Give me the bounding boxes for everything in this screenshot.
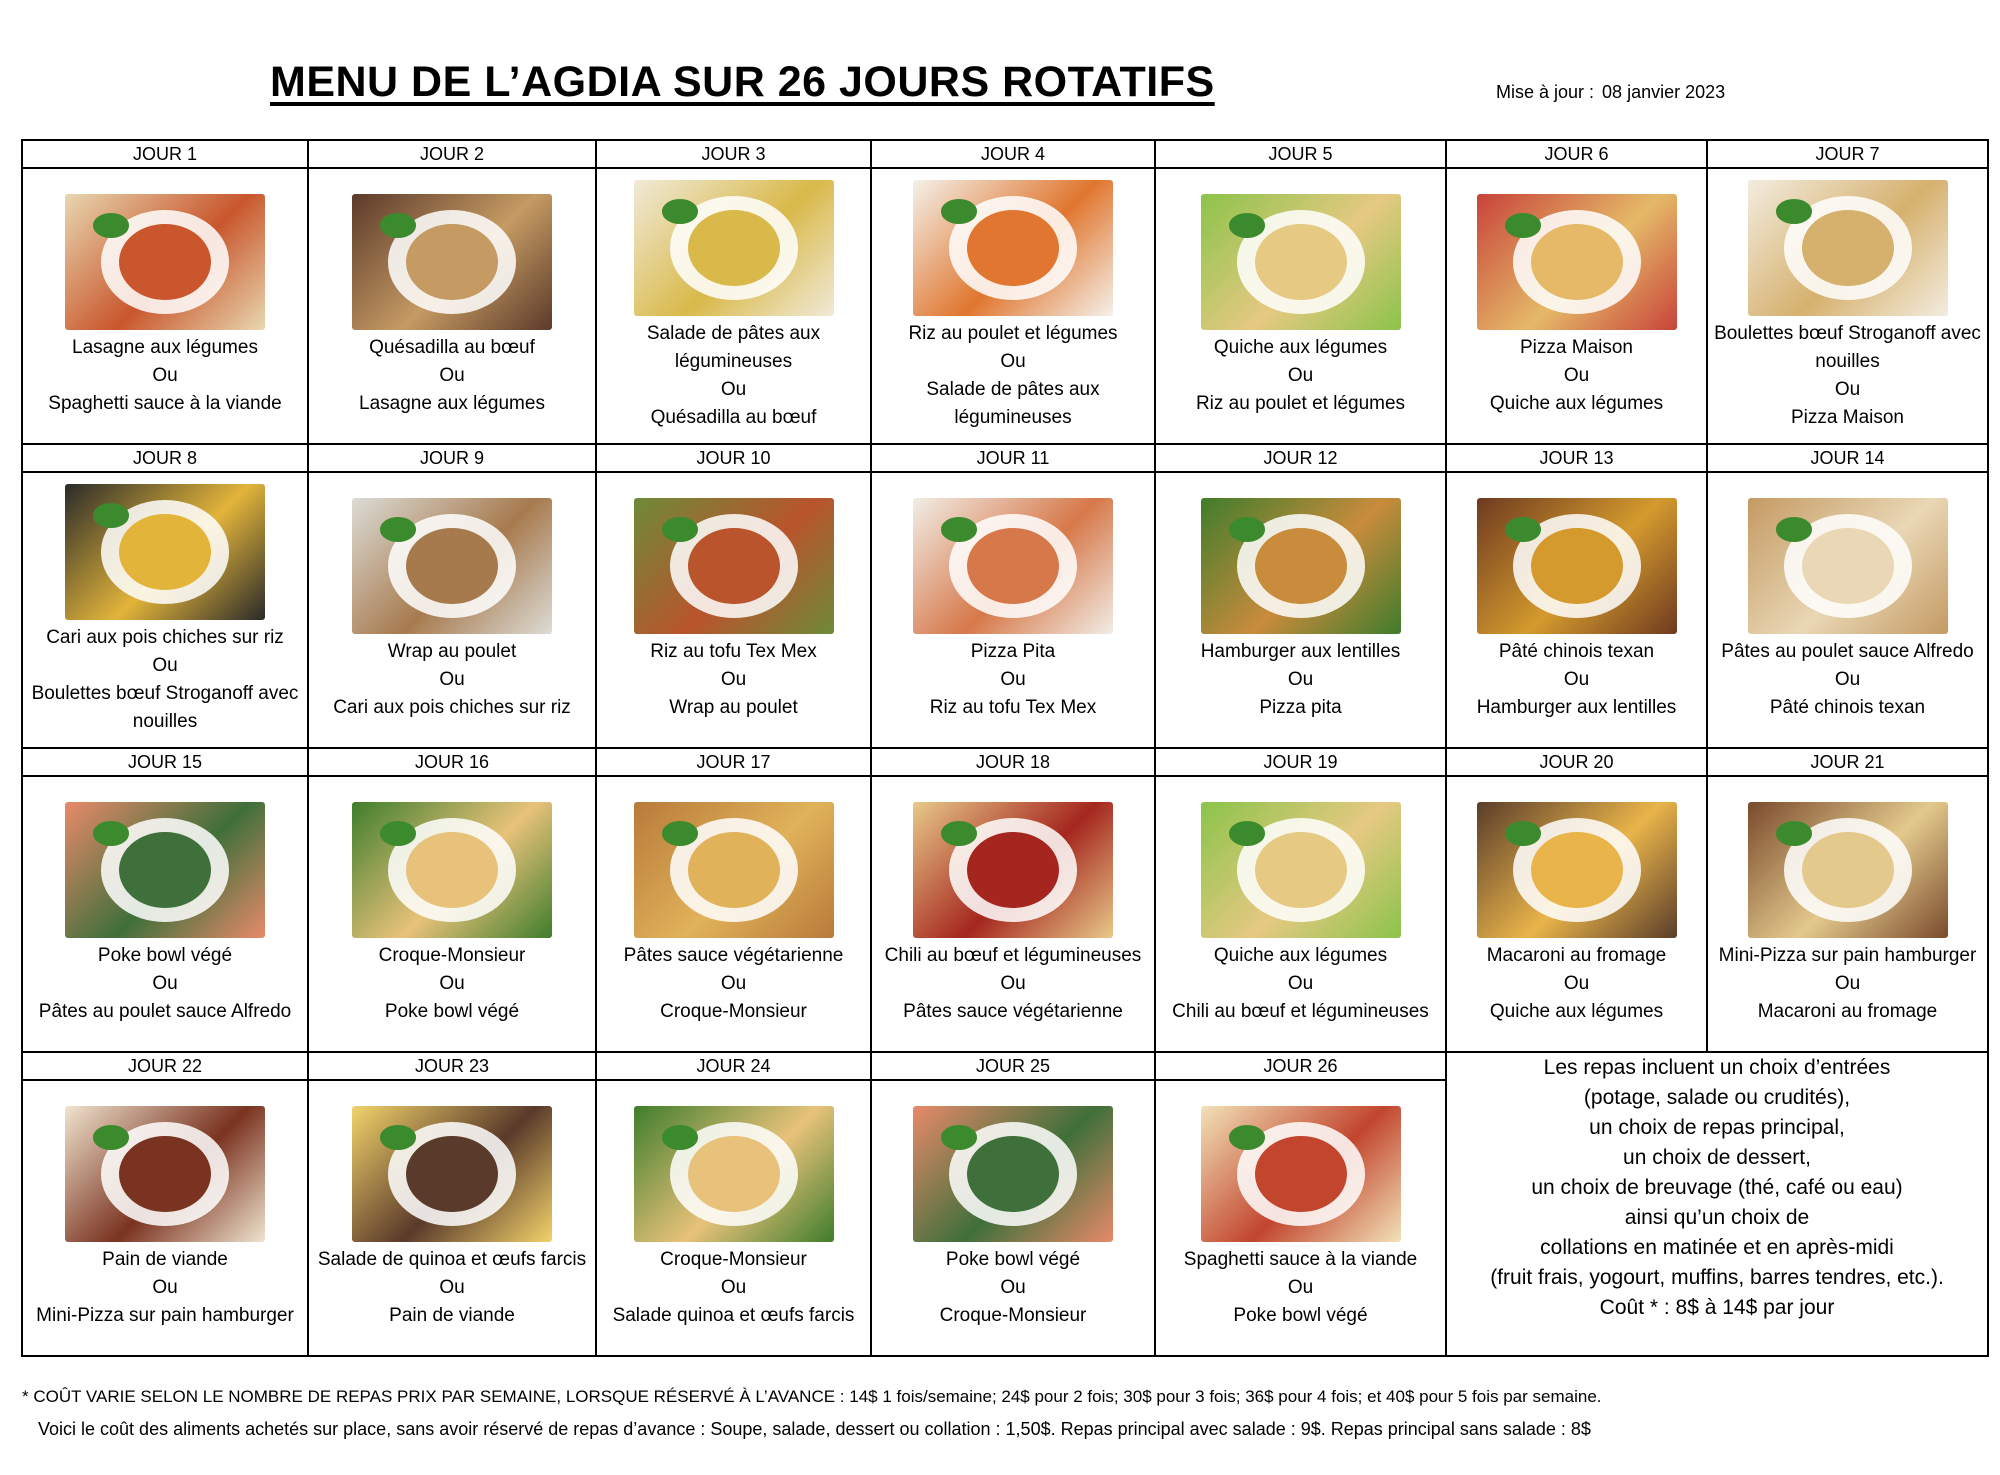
main-dish: Hamburger aux lentilles	[1200, 641, 1401, 662]
day-cell	[1155, 168, 1446, 444]
tofu-rice-photo	[634, 498, 834, 634]
day-cell	[1155, 1080, 1446, 1356]
alternate-dish: Lasagne aux légumes	[359, 393, 545, 414]
or-separator: Ou	[152, 655, 178, 676]
main-dish: Pain de viande	[102, 1249, 228, 1270]
day-label: JOUR 25	[871, 1052, 1155, 1080]
day-label: JOUR 8	[22, 444, 308, 472]
day-cell	[22, 776, 308, 1052]
day-label: JOUR 17	[596, 748, 871, 776]
day-cell	[871, 1080, 1155, 1356]
day-cell	[871, 168, 1155, 444]
or-separator: Ou	[720, 1277, 747, 1298]
info-line: un choix de dessert,	[1623, 1146, 1811, 1169]
footer-pricing-note: * COÛT VARIE SELON LE NOMBRE DE REPAS PRIX PAR SEMAINE, LORSQUE RÉSERVÉ À L’AVANCE : 14$ 1 fois/semaine; 24$ pour 2 fois; 30$ pour 3 fois; 36$ pour 4 fois; et 40$ pour 5 fois par semaine.	[22, 1387, 1602, 1406]
shepherds-pie-photo	[1477, 498, 1677, 634]
quiche-photo	[1201, 194, 1401, 330]
day-cell	[596, 472, 871, 748]
update-date	[1496, 82, 1725, 103]
alternate-dish: Chili au bœuf et légumineuses	[1172, 1001, 1429, 1022]
alternate-dish: Salade de pâtes aux légumineuses	[926, 379, 1100, 428]
or-separator: Ou	[1000, 973, 1026, 994]
alternate-dish: Macaroni au fromage	[1757, 1001, 1938, 1022]
day-cell	[596, 1080, 871, 1356]
day-cell	[871, 776, 1155, 1052]
lasagna-photo	[65, 194, 265, 330]
or-separator: Ou	[1834, 669, 1861, 690]
alternate-dish: Boulettes bœuf Stroganoff avec nouilles	[31, 683, 299, 732]
day-cell	[308, 168, 596, 444]
alternate-dish: Riz au tofu Tex Mex	[929, 697, 1097, 718]
day-content-row	[22, 776, 1988, 1052]
main-dish: Chili au bœuf et légumineuses	[884, 945, 1142, 966]
day-cell	[1155, 472, 1446, 748]
day-cell	[596, 168, 871, 444]
chili-photo	[913, 802, 1113, 938]
alternate-dish: Wrap au poulet	[669, 697, 798, 718]
or-separator: Ou	[1287, 1277, 1314, 1298]
mac-cheese-photo	[1477, 802, 1677, 938]
or-separator: Ou	[720, 669, 747, 690]
day-label: JOUR 21	[1707, 748, 1988, 776]
day-label: JOUR 18	[871, 748, 1155, 776]
or-separator: Ou	[1563, 973, 1590, 994]
or-separator: Ou	[1287, 669, 1314, 690]
main-dish: Riz au tofu Tex Mex	[650, 641, 817, 662]
chicken-rice-photo	[913, 180, 1113, 316]
or-separator: Ou	[1563, 365, 1590, 386]
day-label: JOUR 9	[308, 444, 596, 472]
day-header-row	[22, 1052, 1988, 1080]
alternate-dish: Cari aux pois chiches sur riz	[333, 697, 571, 718]
main-dish: Spaghetti sauce à la viande	[1183, 1249, 1418, 1270]
info-line: Les repas incluent un choix d’entrées	[1543, 1056, 1891, 1079]
day-cell	[871, 472, 1155, 748]
main-dish: Quiche aux légumes	[1213, 337, 1388, 358]
main-dish: Pâté chinois texan	[1498, 641, 1655, 662]
day-label: JOUR 6	[1446, 140, 1707, 168]
day-cell	[1707, 168, 1988, 444]
or-separator: Ou	[1000, 1277, 1026, 1298]
pasta-salad-photo	[634, 180, 834, 316]
main-dish: Boulettes bœuf Stroganoff avec nouilles	[1714, 323, 1981, 372]
mini-pizza-photo	[1748, 802, 1948, 938]
quiche-photo	[1201, 802, 1401, 938]
day-label: JOUR 15	[22, 748, 308, 776]
info-line: collations en matinée et en après-midi	[1540, 1236, 1894, 1259]
lentil-burger-photo	[1201, 498, 1401, 634]
alternate-dish: Pizza pita	[1259, 697, 1342, 718]
day-label: JOUR 4	[871, 140, 1155, 168]
day-cell	[22, 1080, 308, 1356]
alternate-dish: Pâté chinois texan	[1769, 697, 1926, 718]
alternate-dish: Poke bowl végé	[1233, 1305, 1368, 1326]
update-value: 08 janvier 2023	[1602, 82, 1726, 102]
day-label: JOUR 16	[308, 748, 596, 776]
day-label: JOUR 22	[22, 1052, 308, 1080]
alternate-dish: Quiche aux légumes	[1489, 1001, 1664, 1022]
day-header-row	[22, 444, 1988, 472]
or-separator: Ou	[1834, 379, 1861, 400]
alternate-dish: Poke bowl végé	[384, 1001, 520, 1022]
day-content-row	[22, 472, 1988, 748]
alternate-dish: Pain de viande	[389, 1305, 515, 1326]
day-label: JOUR 26	[1155, 1052, 1446, 1080]
poke-bowl-photo	[65, 802, 265, 938]
or-separator: Ou	[1834, 973, 1861, 994]
day-label: JOUR 12	[1155, 444, 1446, 472]
alternate-dish: Pizza Maison	[1791, 407, 1904, 428]
day-label: JOUR 11	[871, 444, 1155, 472]
day-label: JOUR 19	[1155, 748, 1446, 776]
main-dish: Pizza Maison	[1520, 337, 1633, 358]
day-label: JOUR 13	[1446, 444, 1707, 472]
or-separator: Ou	[439, 1277, 465, 1298]
update-label: Mise à jour :	[1496, 82, 1595, 102]
main-dish: Pizza Pita	[970, 641, 1056, 662]
footer-onsite-prices: Voici le coût des aliments achetés sur place, sans avoir réservé de repas d’avance : Soupe, salade, dessert ou collation : 1,50$. Repas principal avec salade : 9$. Repas principal sans salade : 8$	[38, 1419, 1591, 1439]
chicken-wrap-photo	[352, 498, 552, 634]
main-dish: Wrap au poulet	[387, 641, 517, 662]
main-dish: Riz au poulet et légumes	[908, 323, 1118, 344]
day-cell	[596, 776, 871, 1052]
alternate-dish: Croque-Monsieur	[939, 1305, 1087, 1326]
quinoa-salad-photo	[352, 1106, 552, 1242]
day-label: JOUR 20	[1446, 748, 1707, 776]
or-separator: Ou	[720, 379, 747, 400]
main-dish: Poke bowl végé	[945, 1249, 1081, 1270]
day-cell	[22, 168, 308, 444]
quesadilla-photo	[352, 194, 552, 330]
croque-monsieur-photo	[634, 1106, 834, 1242]
pizza-photo	[1477, 194, 1677, 330]
main-dish: Quiche aux légumes	[1213, 945, 1388, 966]
day-label: JOUR 24	[596, 1052, 871, 1080]
info-line: Coût * : 8$ à 14$ par jour	[1599, 1296, 1835, 1319]
pita-pizza-photo	[913, 498, 1113, 634]
or-separator: Ou	[439, 669, 465, 690]
croque-monsieur-photo	[352, 802, 552, 938]
or-separator: Ou	[439, 365, 465, 386]
alfredo-photo	[1748, 498, 1948, 634]
main-dish: Cari aux pois chiches sur riz	[46, 627, 284, 648]
or-separator: Ou	[1287, 365, 1314, 386]
main-dish: Salade de quinoa et œufs farcis	[317, 1249, 587, 1270]
main-dish: Pâtes au poulet sauce Alfredo	[1721, 641, 1974, 662]
day-label: JOUR 7	[1707, 140, 1988, 168]
day-cell	[1155, 776, 1446, 1052]
day-cell	[1446, 168, 1707, 444]
main-dish: Croque-Monsieur	[378, 945, 526, 966]
alternate-dish: Riz au poulet et légumes	[1195, 393, 1406, 414]
alternate-dish: Pâtes sauce végétarienne	[903, 1001, 1123, 1022]
alternate-dish: Spaghetti sauce à la viande	[48, 393, 282, 414]
main-dish: Mini-Pizza sur pain hamburger	[1718, 945, 1977, 966]
info-line: ainsi qu’un choix de	[1624, 1206, 1810, 1229]
alternate-dish: Mini-Pizza sur pain hamburger	[36, 1305, 294, 1326]
or-separator: Ou	[720, 973, 747, 994]
veggie-pasta-photo	[634, 802, 834, 938]
meatloaf-photo	[65, 1106, 265, 1242]
alternate-dish: Quésadilla au bœuf	[650, 407, 817, 428]
day-content-row	[22, 168, 1988, 444]
day-label: JOUR 5	[1155, 140, 1446, 168]
day-label: JOUR 1	[22, 140, 308, 168]
main-dish: Pâtes sauce végétarienne	[623, 945, 844, 966]
day-cell	[22, 472, 308, 748]
alternate-dish: Pâtes au poulet sauce Alfredo	[38, 1001, 292, 1022]
or-separator: Ou	[152, 1277, 178, 1298]
day-cell	[1446, 472, 1707, 748]
spaghetti-photo	[1201, 1106, 1401, 1242]
day-cell	[308, 1080, 596, 1356]
info-line: un choix de breuvage (thé, café ou eau)	[1531, 1176, 1903, 1199]
info-line: (potage, salade ou crudités),	[1583, 1086, 1851, 1109]
or-separator: Ou	[1000, 669, 1026, 690]
info-line: un choix de repas principal,	[1589, 1116, 1845, 1139]
alternate-dish: Salade quinoa et œufs farcis	[612, 1305, 855, 1326]
meal-info-box	[1446, 1052, 1988, 1356]
day-label: JOUR 10	[596, 444, 871, 472]
day-label: JOUR 2	[308, 140, 596, 168]
day-label: JOUR 23	[308, 1052, 596, 1080]
or-separator: Ou	[1287, 973, 1314, 994]
or-separator: Ou	[152, 365, 178, 386]
day-label: JOUR 3	[596, 140, 871, 168]
poke-bowl-photo	[913, 1106, 1113, 1242]
alternate-dish: Hamburger aux lentilles	[1476, 697, 1677, 718]
day-label: JOUR 14	[1707, 444, 1988, 472]
day-cell	[1707, 776, 1988, 1052]
or-separator: Ou	[439, 973, 465, 994]
day-cell	[308, 472, 596, 748]
day-header-row	[22, 748, 1988, 776]
info-line: (fruit frais, yogourt, muffins, barres tendres, etc.).	[1490, 1266, 1944, 1289]
day-cell	[1707, 472, 1988, 748]
chickpea-curry-photo	[65, 484, 265, 620]
main-dish: Macaroni au fromage	[1486, 945, 1667, 966]
main-dish: Quésadilla au bœuf	[369, 337, 535, 358]
menu-grid	[21, 139, 1989, 1357]
or-separator: Ou	[1000, 351, 1026, 372]
main-dish: Salade de pâtes aux légumineuses	[646, 323, 821, 372]
or-separator: Ou	[1563, 669, 1590, 690]
main-dish: Lasagne aux légumes	[72, 337, 258, 358]
alternate-dish: Quiche aux légumes	[1489, 393, 1664, 414]
stroganoff-photo	[1748, 180, 1948, 316]
page-title: MENU DE L’AGDIA SUR 26 JOURS ROTATIFS	[270, 58, 1215, 106]
day-cell	[1446, 776, 1707, 1052]
day-header-row	[22, 140, 1988, 168]
main-dish: Croque-Monsieur	[660, 1249, 807, 1270]
main-dish: Poke bowl végé	[97, 945, 233, 966]
day-cell	[308, 776, 596, 1052]
or-separator: Ou	[152, 973, 178, 994]
alternate-dish: Croque-Monsieur	[660, 1001, 807, 1022]
